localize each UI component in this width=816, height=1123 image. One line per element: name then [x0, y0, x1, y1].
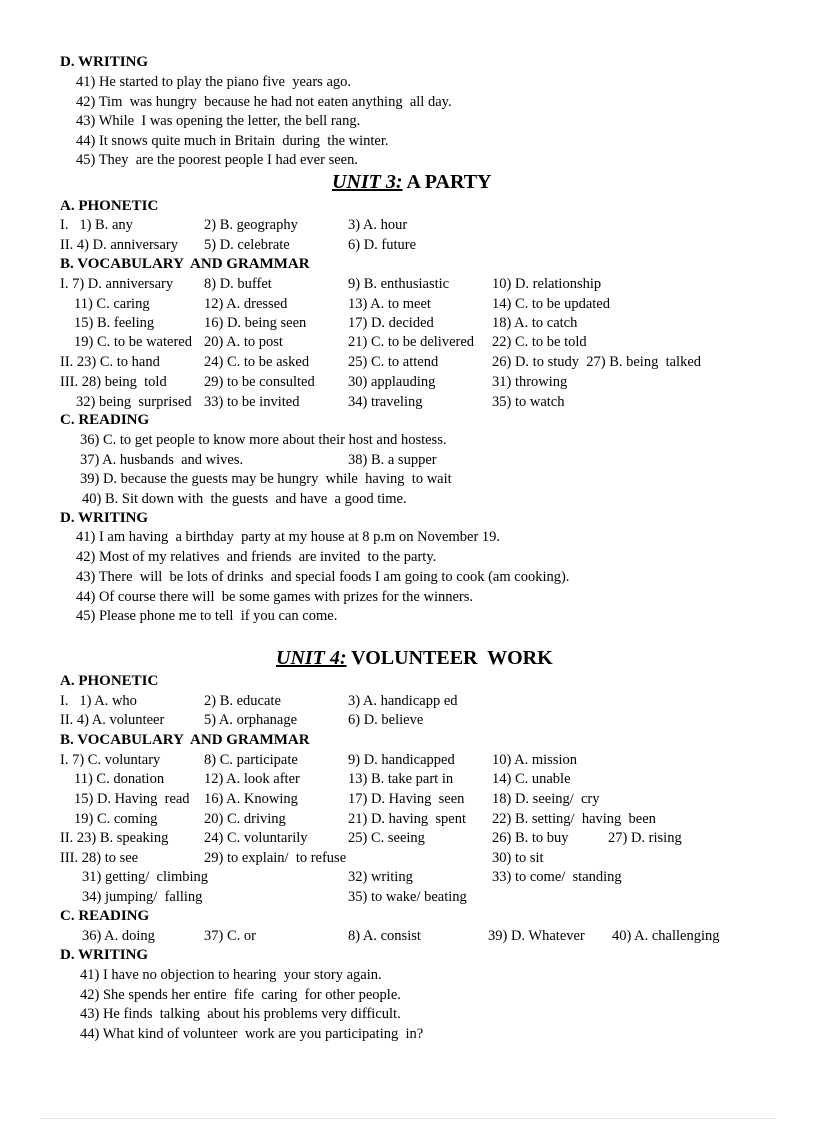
answer-line: 42) She spends her entire fife caring for other people. [80, 987, 401, 1003]
answer-line: 44) Of course there will be some games with prizes for the winners. [76, 589, 474, 605]
answer-line: 43) There will be lots of drinks and special foods I am going to cook (am cooking). [76, 569, 570, 585]
answer-line: 37) A. husbands and wives. [80, 452, 244, 468]
answer-cell: 16) D. being seen [204, 315, 307, 331]
answer-line: 41) I have no objection to hearing your story again. [80, 967, 382, 983]
section-heading-phonetic: A. PHONETIC [60, 198, 159, 214]
answer-cell: 19) C. to be watered [74, 334, 192, 350]
answer-cell: 20) C. driving [204, 811, 286, 827]
answer-line: 41) He started to play the piano five years ago. [76, 74, 352, 90]
answer-cell: 19) C. coming [74, 811, 158, 827]
answer-cell: II. 4) A. volunteer [60, 712, 165, 728]
answer-line: 43) He finds talking about his problems very difficult. [80, 1006, 401, 1022]
answer-cell: 14) C. unable [492, 771, 571, 787]
answer-cell: 8) C. participate [204, 752, 298, 768]
answer-cell: 15) D. Having read [74, 791, 190, 807]
answer-cell: 18) D. seeing/ cry [492, 791, 600, 807]
answer-line: 40) B. Sit down with the guests and have a good time. [82, 491, 407, 507]
answer-cell: 30) applauding [348, 374, 436, 390]
section-heading-reading: C. READING [60, 412, 150, 428]
page-bottom-divider [40, 1118, 776, 1119]
section-heading-writing: D. WRITING [60, 947, 149, 963]
unit-4-title: UNIT 4: VOLUNTEER WORK [276, 647, 553, 669]
answer-cell: 40) A. challenging [612, 928, 720, 944]
answer-cell: 25) C. seeing [348, 830, 425, 846]
answer-cell: 25) C. to attend [348, 354, 439, 370]
answer-cell: III. 28) to see [60, 850, 139, 866]
answer-line: 41) I am having a birthday party at my house at 8 p.m on November 19. [76, 529, 501, 545]
answer-line: 45) They are the poorest people I had ever seen. [76, 152, 358, 168]
answer-cell: 32) writing [348, 869, 413, 885]
answer-cell: 10) A. mission [492, 752, 577, 768]
answer-line: 39) D. because the guests may be hungry while having to wait [80, 471, 452, 487]
answer-cell: 21) C. to be delivered [348, 334, 475, 350]
answer-cell: 9) B. enthusiastic [348, 276, 450, 292]
answer-cell: 24) C. to be asked [204, 354, 310, 370]
answer-cell: II. 23) B. speaking [60, 830, 169, 846]
answer-cell: 13) B. take part in [348, 771, 454, 787]
answer-line: 45) Please phone me to tell if you can come. [76, 608, 338, 624]
answer-cell: 3) A. handicapp ed [348, 693, 458, 709]
answer-cell: 5) D. celebrate [204, 237, 290, 253]
answer-cell: I. 7) D. anniversary [60, 276, 174, 292]
answer-cell: 33) to come/ standing [492, 869, 622, 885]
section-heading-vocab: B. VOCABULARY AND GRAMMAR [60, 732, 310, 748]
answer-cell: 35) to wake/ beating [348, 889, 467, 905]
answer-cell: 34) traveling [348, 394, 423, 410]
answer-cell: 18) A. to catch [492, 315, 578, 331]
answer-cell: 26) D. to study 27) B. being talked [492, 354, 702, 370]
answer-cell: 21) D. having spent [348, 811, 466, 827]
answer-cell: 17) D. decided [348, 315, 434, 331]
answer-cell: 15) B. feeling [74, 315, 155, 331]
answer-cell: II. 4) D. anniversary [60, 237, 178, 253]
answer-cell: 36) A. doing [82, 928, 155, 944]
answer-cell: 8) A. consist [348, 928, 421, 944]
answer-cell: 20) A. to post [204, 334, 283, 350]
answer-line: 44) It snows quite much in Britain during the winter. [76, 133, 389, 149]
answer-line: 44) What kind of volunteer work are you participating in? [80, 1026, 424, 1042]
answer-cell: 8) D. buffet [204, 276, 272, 292]
answer-cell: 31) getting/ climbing [82, 869, 209, 885]
answer-cell: 13) A. to meet [348, 296, 431, 312]
answer-cell: 12) A. dressed [204, 296, 288, 312]
answer-cell: 6) D. future [348, 237, 417, 253]
answer-cell: 27) D. rising [608, 830, 682, 846]
answer-cell: 11) C. donation [74, 771, 165, 787]
answer-cell: 22) B. setting/ having been [492, 811, 656, 827]
section-heading-phonetic: A. PHONETIC [60, 673, 159, 689]
answer-cell: 26) B. to buy [492, 830, 569, 846]
unit-3-title: UNIT 3: A PARTY [332, 171, 492, 193]
answer-cell: 38) B. a supper [348, 452, 437, 468]
section-heading-writing: D. WRITING [60, 510, 149, 526]
answer-cell: 34) jumping/ falling [82, 889, 203, 905]
answer-cell: 33) to be invited [204, 394, 300, 410]
answer-cell: 35) to watch [492, 394, 565, 410]
answer-cell: 2) B. educate [204, 693, 281, 709]
answer-cell: I. 1) A. who [60, 693, 137, 709]
answer-cell: 12) A. look after [204, 771, 300, 787]
answer-cell: 37) C. or [204, 928, 256, 944]
answer-line: 42) Tim was hungry because he had not eaten anything all day. [76, 94, 452, 110]
answer-cell: 17) D. Having seen [348, 791, 465, 807]
answer-line: 36) C. to get people to know more about their host and hostess. [80, 432, 447, 448]
answer-cell: III. 28) being told [60, 374, 167, 390]
answer-cell: 31) throwing [492, 374, 568, 390]
section-heading-reading: C. READING [60, 908, 150, 924]
answer-cell: 24) C. voluntarily [204, 830, 308, 846]
answer-cell: 39) D. Whatever [488, 928, 585, 944]
section-heading-writing: D. WRITING [60, 54, 149, 70]
answer-cell: 5) A. orphanage [204, 712, 298, 728]
answer-cell: 29) to explain/ to refuse [204, 850, 347, 866]
answer-cell: 3) A. hour [348, 217, 408, 233]
answer-cell: 6) D. believe [348, 712, 424, 728]
answer-line: 42) Most of my relatives and friends are invited to the party. [76, 549, 437, 565]
answer-cell: II. 23) C. to hand [60, 354, 160, 370]
answer-line: 43) While I was opening the letter, the bell rang. [76, 113, 361, 129]
answer-cell: 10) D. relationship [492, 276, 602, 292]
answer-cell: 14) C. to be updated [492, 296, 610, 312]
answer-cell: I. 1) B. any [60, 217, 133, 233]
answer-cell: 9) D. handicapped [348, 752, 455, 768]
answer-cell: I. 7) C. voluntary [60, 752, 161, 768]
section-heading-vocab: B. VOCABULARY AND GRAMMAR [60, 256, 310, 272]
answer-cell: 22) C. to be told [492, 334, 587, 350]
answer-cell: 11) C. caring [74, 296, 150, 312]
answer-cell: 16) A. Knowing [204, 791, 298, 807]
answer-cell: 30) to sit [492, 850, 544, 866]
answer-cell: 29) to be consulted [204, 374, 315, 390]
answer-cell: 2) B. geography [204, 217, 298, 233]
answer-cell: 32) being surprised [76, 394, 192, 410]
